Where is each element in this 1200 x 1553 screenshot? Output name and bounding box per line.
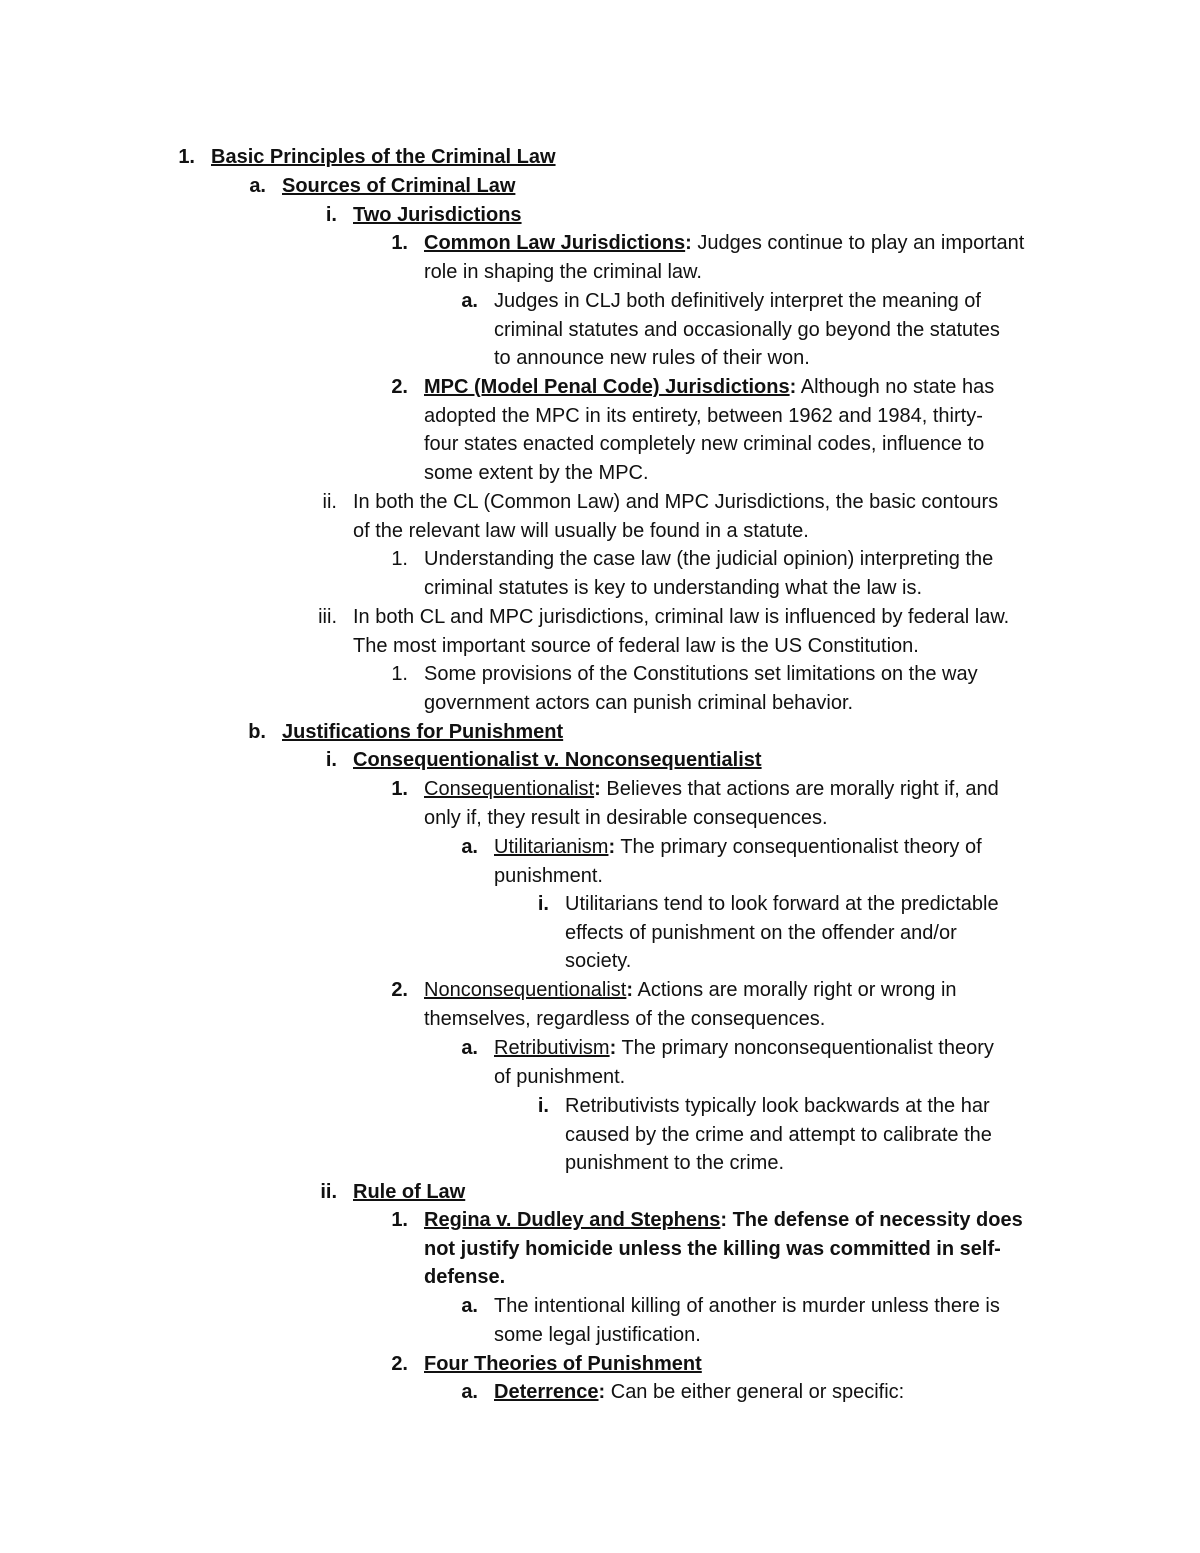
outline-marker: 1.: [178, 146, 195, 168]
outline-heading: Rule of Law: [353, 1181, 466, 1203]
outline-continuation-line: adopted the MPC in its entirety, between 1962 and 1984, thirty-: [424, 404, 983, 427]
outline-continuation-line: only if, they result in desirable consequences.: [424, 806, 828, 829]
outline-marker: 2.: [391, 376, 408, 398]
outline-continuation-line: some legal justification.: [494, 1323, 701, 1346]
outline-marker: 1.: [391, 548, 408, 570]
outline-continuation-line: society.: [565, 950, 632, 973]
outline-marker: a.: [461, 1381, 478, 1403]
outline-text: In both CL and MPC jurisdictions, criminal law is influenced by federal law.: [353, 606, 1010, 628]
outline-heading: Basic Principles of the Criminal Law: [211, 146, 556, 168]
outline-continuation-line: role in shaping the criminal law.: [424, 260, 702, 283]
heading-colon: :: [626, 979, 634, 1001]
outline-item-first-line: [494, 1034, 994, 1062]
outline-item-first-line: [211, 143, 556, 171]
outline-item-first-line: [353, 488, 998, 516]
outline-heading: Two Jurisdictions: [353, 204, 522, 226]
outline-text: Judges continue to play an important: [691, 232, 1025, 254]
outline-continuation-line: not justify homicide unless the killing was committed in self-: [424, 1237, 1001, 1260]
outline-heading: MPC (Model Penal Code) Jurisdictions: [424, 376, 790, 398]
outline-text: Understanding the case law (the judicial opinion) interpreting the: [424, 548, 994, 570]
outline-item-first-line: [494, 833, 982, 861]
outline-text: Believes that actions are morally right if, and: [600, 778, 999, 800]
outline-marker: i.: [325, 204, 337, 226]
outline-continuation-line: government actors can punish criminal behavior.: [424, 691, 854, 714]
outline-heading: Sources of Criminal Law: [282, 175, 516, 197]
outline-text: Some provisions of the Constitutions set limitations on the way: [424, 663, 978, 685]
outline-item-first-line: [494, 1378, 904, 1406]
outline-marker: ii.: [320, 1181, 337, 1203]
outline-marker: 1.: [391, 1209, 408, 1231]
heading-colon: :: [594, 778, 601, 800]
outline-continuation-line: criminal statutes is key to understanding what the law is.: [424, 576, 923, 599]
outline-continuation-line: of the relevant law will usually be found in a statute.: [353, 519, 809, 542]
outline-marker: ii.: [322, 491, 337, 513]
outline-continuation-line: themselves, regardless of the consequences.: [424, 1007, 826, 1030]
outline-text: The intentional killing of another is murder unless there is: [494, 1295, 1000, 1317]
outline-continuation-line: defense.: [424, 1266, 506, 1289]
outline-text: In both the CL (Common Law) and MPC Jurisdictions, the basic contours: [353, 491, 999, 513]
outline-item-first-line: [424, 1206, 1023, 1234]
outline-heading: Retributivism: [494, 1037, 610, 1059]
heading-colon: :: [608, 836, 616, 858]
outline-item-first-line: [424, 775, 999, 803]
outline-heading: Utilitarianism: [494, 836, 609, 858]
heading-colon: :: [598, 1381, 606, 1403]
outline-item-first-line: [424, 373, 994, 401]
outline-text: Utilitarians tend to look forward at the predictable: [565, 893, 999, 915]
outline-item-first-line: [494, 1292, 1000, 1320]
outline-heading: Regina v. Dudley and Stephens: [424, 1209, 721, 1231]
outline-marker: a.: [461, 1295, 478, 1317]
outline-item-first-line: [282, 718, 563, 746]
outline-heading: Common Law Jurisdictions: [424, 232, 686, 254]
outline-item-first-line: [494, 287, 981, 315]
outline-marker: a.: [461, 836, 478, 858]
outline-continuation-line: criminal statutes and occasionally go beyond the statutes: [494, 318, 1000, 341]
outline-item-first-line: [424, 1350, 702, 1378]
outline-marker: a.: [461, 1037, 478, 1059]
outline-heading: Consequentionalist v. Nonconsequentialist: [353, 749, 762, 771]
outline-marker: a.: [461, 290, 478, 312]
outline-text: Judges in CLJ both definitively interpret the meaning of: [494, 290, 981, 312]
outline-item-first-line: [424, 545, 993, 573]
outline-continuation-line: The most important source of federal law is the US Constitution.: [353, 634, 919, 657]
outline-item-first-line: [424, 660, 978, 688]
outline-item-first-line: [282, 172, 515, 200]
outline-item-first-line: [424, 229, 1024, 257]
outline-text: Actions are morally right or wrong in: [633, 979, 957, 1001]
outline-continuation-line: punishment.: [494, 864, 603, 887]
heading-colon: :: [789, 376, 797, 398]
outline-heading: Consequentionalist: [424, 778, 595, 800]
outline-marker: iii.: [318, 606, 337, 628]
heading-colon: :: [685, 232, 692, 254]
outline-marker: b.: [248, 721, 266, 743]
outline-marker: 1.: [391, 663, 408, 685]
outline-continuation-line: four states enacted completely new criminal codes, influence to: [424, 433, 985, 456]
outline-text: The primary nonconsequentionalist theory: [616, 1037, 994, 1059]
outline-continuation-line: punishment to the crime.: [565, 1152, 784, 1175]
outline-item-first-line: [353, 746, 762, 774]
outline-continuation-line: some extent by the MPC.: [424, 462, 649, 485]
outline-marker: 2.: [391, 1353, 408, 1375]
outline-heading: Nonconsequentionalist: [424, 979, 627, 1001]
outline-item-first-line: [353, 201, 522, 229]
outline-marker: i.: [325, 749, 337, 771]
outline-text: Can be either general or specific:: [605, 1381, 905, 1403]
outline-item-first-line: [565, 890, 999, 918]
outline-marker: 1.: [391, 232, 408, 254]
outline-text: The defense of necessity does: [727, 1209, 1023, 1231]
outline-text: Although no state has: [796, 376, 995, 398]
outline-heading: Deterrence: [494, 1381, 599, 1403]
outline-continuation-line: to announce new rules of their won.: [494, 347, 810, 370]
outline-continuation-line: caused by the crime and attempt to calibrate the: [565, 1123, 992, 1146]
outline-heading: Four Theories of Punishment: [424, 1353, 702, 1375]
outline-continuation-line: of punishment.: [494, 1065, 626, 1088]
outline-text: The primary consequentionalist theory of: [615, 836, 982, 858]
outline-heading: Justifications for Punishment: [282, 721, 564, 743]
outline-marker: i.: [537, 1095, 549, 1117]
outline-continuation-line: effects of punishment on the offender and/or: [565, 921, 957, 944]
outline-marker: 1.: [391, 778, 408, 800]
outline-item-first-line: [424, 976, 957, 1004]
heading-colon: :: [720, 1209, 728, 1231]
outline-item-first-line: [565, 1092, 990, 1120]
outline-marker: 2.: [391, 979, 408, 1001]
heading-colon: :: [609, 1037, 617, 1059]
outline-item-first-line: [353, 1178, 465, 1206]
outline-marker: i.: [537, 893, 549, 915]
outline-item-first-line: [353, 603, 1009, 631]
outline-marker: a.: [249, 175, 266, 197]
outline-text: Retributivists typically look backwards at the har: [565, 1095, 990, 1117]
